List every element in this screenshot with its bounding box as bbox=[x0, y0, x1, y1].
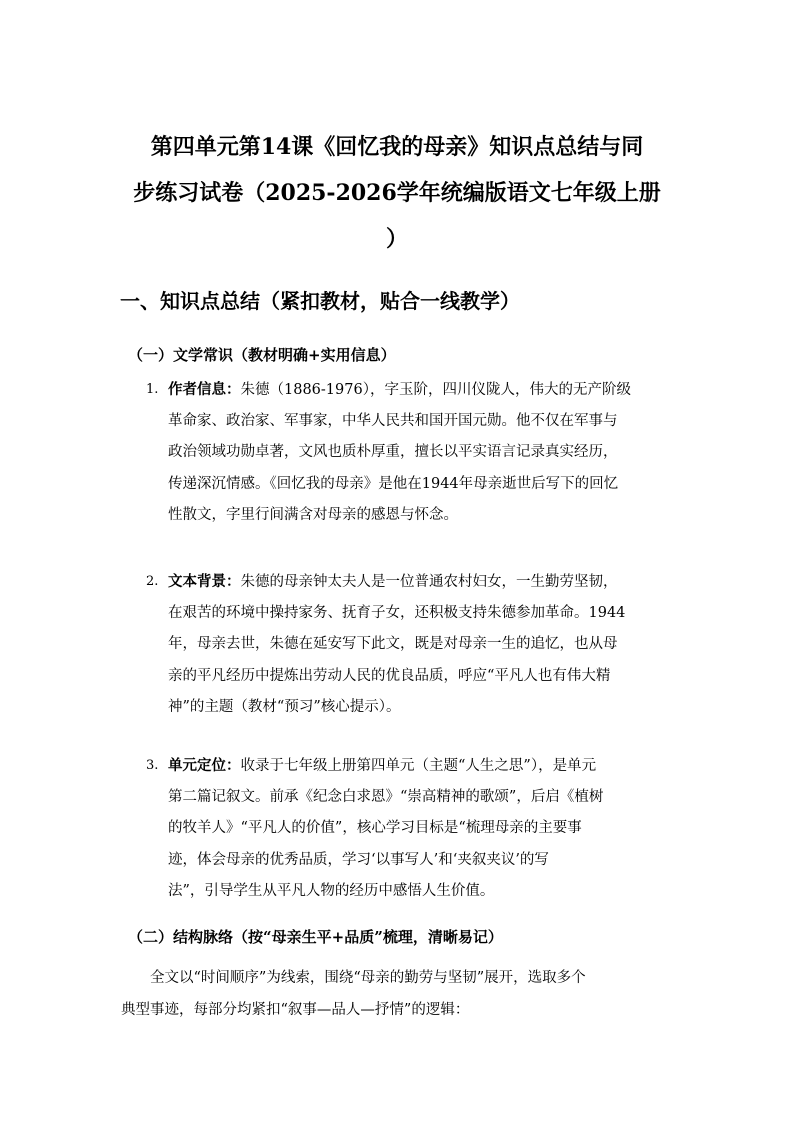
list-item-line: 革命家、政治家、军事家，中华人民共和国开国元勋。他不仅在军事与 bbox=[168, 412, 618, 429]
list-item-text: 朱德的母亲钟太夫人是一位普通农村妇女，一生勤劳坚韧， bbox=[240, 574, 618, 590]
list-item-line bbox=[168, 374, 631, 407]
subsection-heading-structure: （二）结构脉络（按“母亲生平+品质”梳理，清晰易记） bbox=[128, 928, 503, 946]
list-item-line: 政治领域功勋卓著，文风也质朴厚重，擅长以平实语言记录真实经历， bbox=[168, 444, 618, 460]
subsection-heading-literary-knowledge: （一）文学常识（教材明确+实用信息） bbox=[128, 346, 396, 364]
list-item-line: 年，母亲去世，朱德在延安写下此文，既是对母亲一生的追忆，也从母 bbox=[168, 636, 618, 652]
list-item-number: 1. bbox=[146, 382, 159, 397]
document-title bbox=[110, 124, 684, 262]
list-item-label: 文本背景： bbox=[168, 573, 241, 590]
list-item-label: 单元定位： bbox=[168, 757, 241, 774]
title-line-2: 步练习试卷（2025-2026学年统编版语文七年级上册 bbox=[133, 180, 661, 206]
list-item-line: 神”的主题（教材“预习”核心提示）。 bbox=[168, 699, 401, 715]
list-item-line: 传递深沉情感。《回忆我的母亲》是他在1944年母亲逝世后写下的回忆 bbox=[168, 475, 619, 492]
list-item-line: 第二篇记叙文。前承《纪念白求恩》“崇高精神的歌颂”，后启《植树 bbox=[168, 788, 604, 805]
list-item-text: 收录于七年级上册第四单元（主题“人生之思”），是单元 bbox=[240, 758, 597, 774]
list-item-line bbox=[168, 566, 618, 599]
list-item-text: 朱德（1886-1976），字玉阶，四川仪陇人，伟大的无产阶级 bbox=[240, 382, 631, 398]
list-item-label: 作者信息： bbox=[168, 381, 241, 398]
paragraph-line-1: 全文以“时间顺序”为线索，围绕“母亲的勤劳与坚韧”展开，选取多个 bbox=[150, 970, 586, 986]
list-item-line bbox=[168, 750, 596, 783]
list-item-line: 亲的平凡经历中提炼出劳动人民的优良品质，呼应“平凡人也有伟大精 bbox=[168, 667, 611, 684]
list-item-line: 在艰苦的环境中操持家务、抚育子女，还积极支持朱德参加革命。1944 bbox=[168, 604, 626, 621]
body-paragraph bbox=[121, 963, 671, 1026]
list-item-line: 性散文，字里行间满含对母亲的感恩与怀念。 bbox=[168, 507, 458, 523]
list-item-number: 3. bbox=[146, 758, 159, 773]
list-item-line: 迹，体会母亲的优秀品质，学习‘以事写人’和‘夹叙夹议’的写 bbox=[168, 851, 549, 868]
list-item-number: 2. bbox=[146, 574, 159, 589]
list-item-line: 的牧羊人》“平凡人的价值”，核心学习目标是“梳理母亲的主要事 bbox=[168, 820, 582, 836]
title-line-1: 第四单元第14课《回忆我的母亲》知识点总结与同 bbox=[150, 134, 644, 160]
section-heading-knowledge-summary: 一、知识点总结（紧扣教材，贴合一线教学） bbox=[120, 289, 520, 313]
title-line-3: ） bbox=[385, 226, 408, 252]
paragraph-line-2: 典型事迹，每部分均紧扣“叙事—品人—抒情”的逻辑： bbox=[121, 1001, 470, 1018]
list-item-line: 法”，引导学生从平凡人物的经历中感悟人生价值。 bbox=[168, 883, 495, 899]
